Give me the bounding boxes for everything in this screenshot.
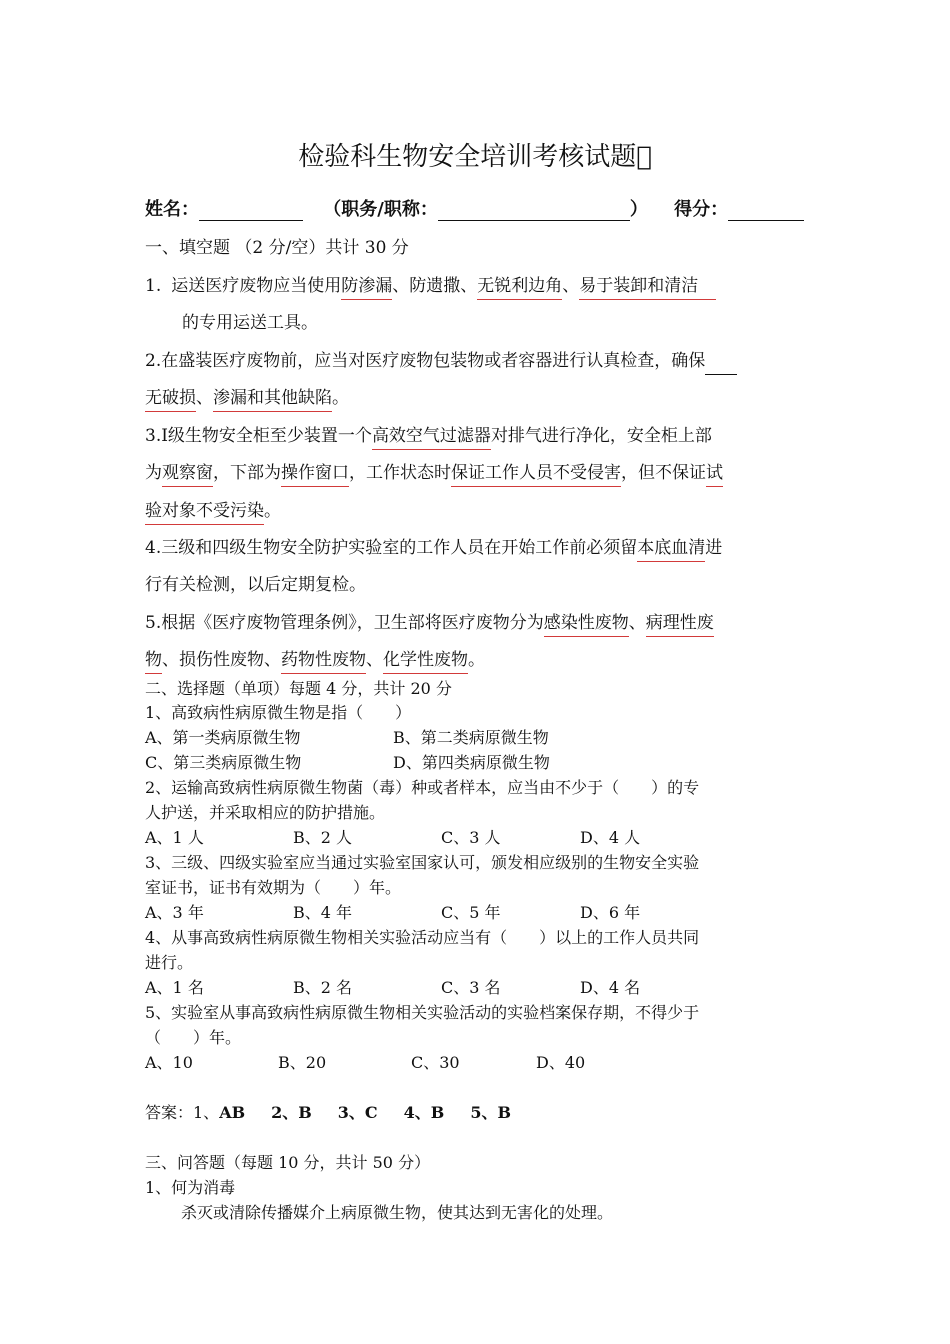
mc-q4-line2: 进行。 xyxy=(145,953,194,972)
q1-line1 xyxy=(145,271,716,300)
q5-text: 5.根据《医疗废物管理条例》，卫生部将医疗废物分为 xyxy=(145,613,544,633)
q3-line3 xyxy=(145,496,281,521)
q5-answer-2b: 物 xyxy=(145,650,162,674)
mc-q3-option-b[interactable]: B、4 年 xyxy=(293,903,353,922)
q4-answer-1: 本底血清 xyxy=(637,538,705,562)
q4-line1 xyxy=(145,533,722,558)
q3-text-5: ，工作状态时 xyxy=(349,463,451,483)
mc-q2-line1: 2、运输高致病性病原微生物菌（毒）种或者样本，应当由不少于（ ）的专 xyxy=(145,778,700,797)
q1-text-3: 、 xyxy=(562,276,580,296)
mc-q4-options xyxy=(145,975,640,998)
q1-answer-1: 防渗漏 xyxy=(341,276,392,300)
mc-q3-option-d[interactable]: D、6 年 xyxy=(580,903,641,922)
q5-line1 xyxy=(145,608,714,633)
mc-q2-option-d[interactable]: D、4 人 xyxy=(580,828,641,847)
q3-line1 xyxy=(145,421,712,446)
section3-header: 三、问答题（每题 10 分，共计 50 分） xyxy=(145,1153,431,1172)
position-blank xyxy=(438,200,630,221)
mc-q4-option-d[interactable]: D、4 名 xyxy=(580,978,641,997)
mc-q5-line1: 5、实验室从事高致病性病原微生物相关实验活动的实验档案保存期，不得少于 xyxy=(145,1003,700,1022)
mc-q5-options xyxy=(145,1050,585,1073)
q3-line2 xyxy=(145,458,723,483)
q1-answer-3: 易于装卸和清洁 xyxy=(579,276,698,300)
score-blank xyxy=(728,200,804,221)
mc-q3-option-c[interactable]: C、5 年 xyxy=(441,903,501,922)
mc-q1-line1: 1、高致病性病原微生物是指（ ） xyxy=(145,703,412,722)
q5-answer-4: 化学性废物 xyxy=(383,650,468,674)
q3-answer-5b: 验对象不受污染 xyxy=(145,501,264,525)
q3-answer-4: 保证工作人员不受侵害 xyxy=(451,463,621,487)
name-label: 姓名： xyxy=(145,199,199,220)
answer-3: 3、C xyxy=(337,1103,378,1122)
section1-header: 一、填空题 （2 分/空）共计 30 分 xyxy=(145,238,409,258)
mc-q4-option-b[interactable]: B、2 名 xyxy=(293,978,353,997)
q2-line1 xyxy=(145,346,737,375)
q1-text-2: 、防遗撒、 xyxy=(392,276,478,296)
q3-text-3: 为 xyxy=(145,463,162,483)
q1-number: 1. xyxy=(145,276,162,296)
mc-q1-option-d[interactable]: D、第四类病原微生物 xyxy=(393,753,550,772)
q4-line2: 行有关检测，以后定期复检。 xyxy=(145,575,366,595)
mc-q4-line1: 4、从事高致病性病原微生物相关实验活动应当有（ ）以上的工作人员共同 xyxy=(145,928,700,947)
mc-q1-option-a[interactable]: A、第一类病原微生物 xyxy=(145,728,301,747)
mc-q4-option-a[interactable]: A、1 名 xyxy=(145,978,204,997)
q3-text-4: ，下部为 xyxy=(213,463,281,483)
q2-answer-1: 无破损 xyxy=(145,388,196,412)
mc-q5-option-b[interactable]: B、20 xyxy=(278,1053,327,1072)
mc-q2-option-c[interactable]: C、3 人 xyxy=(441,828,501,847)
q5-end: 。 xyxy=(468,650,485,670)
q5-sep: 、 xyxy=(628,613,646,633)
mc-q2-line2: 人护送，并采取相应的防护措施。 xyxy=(145,803,386,822)
mc-q5-option-d[interactable]: D、40 xyxy=(536,1053,586,1072)
q3-answer-2: 观察窗 xyxy=(162,463,213,487)
q3-end: 。 xyxy=(264,501,281,521)
name-blank xyxy=(199,200,303,221)
q3-text-6: ，但不保证 xyxy=(621,463,706,483)
q4-text: 4.三级和四级生物安全防护实验室的工作人员在开始工作前必须留 xyxy=(145,538,638,558)
q1-line2: 的专用运送工具。 xyxy=(182,313,318,333)
section2-header: 二、选择题（单项）每题 4 分，共计 20 分 xyxy=(145,679,452,698)
mc-q4-option-c[interactable]: C、3 名 xyxy=(441,978,501,997)
mc-q1-options-row1 xyxy=(145,725,549,748)
mc-q3-option-a[interactable]: A、3 年 xyxy=(145,903,204,922)
q3-answer-5a: 试 xyxy=(706,463,723,487)
q2-end: 。 xyxy=(332,388,349,408)
qa-q1: 1、何为消毒 xyxy=(145,1178,236,1197)
q5-sep-2: 、 xyxy=(366,650,383,670)
answer-5: 5、B xyxy=(470,1103,512,1122)
q2-sep: 、 xyxy=(196,388,213,408)
q2-line2 xyxy=(145,383,349,408)
mc-q3-line2: 室证书，证书有效期为（ ）年。 xyxy=(145,878,402,897)
q5-answer-3: 药物性废物 xyxy=(281,650,366,674)
q5-text-2: 、损伤性废物、 xyxy=(162,650,281,670)
mc-q1-option-c[interactable]: C、第三类病原微生物 xyxy=(145,753,302,772)
q5-answer-1: 感染性废物 xyxy=(544,613,629,637)
q3-text-2: 对排气进行净化，安全柜上部 xyxy=(490,426,712,446)
q2-text: 2.在盛装医疗废物前，应当对医疗废物包装物或者容器进行认真检查，确保 xyxy=(145,351,706,371)
answer-label: 答案：1、 xyxy=(145,1103,220,1122)
mc-q2-option-a[interactable]: A、1 人 xyxy=(145,828,204,847)
q1-answer-2: 无锐利边角 xyxy=(477,276,562,300)
q4-text-2: 进 xyxy=(705,538,723,558)
mc-q5-line2: （ ）年。 xyxy=(145,1028,242,1047)
answer-key xyxy=(145,1100,511,1123)
answer-1: AB xyxy=(219,1103,246,1122)
position-close: ） xyxy=(629,199,648,220)
mc-q5-option-a[interactable]: A、10 xyxy=(145,1053,193,1072)
mc-q1-option-b[interactable]: B、第二类病原微生物 xyxy=(393,728,549,747)
mc-q3-line1: 3、三级、四级实验室应当通过实验室国家认可，颁发相应级别的生物安全实验 xyxy=(145,853,700,872)
q3-text: 3.Ⅰ级生物安全柜至少装置一个 xyxy=(145,426,372,446)
mc-q2-option-b[interactable]: B、2 人 xyxy=(293,828,353,847)
q3-answer-3: 操作窗口 xyxy=(281,463,349,487)
mc-q2-options xyxy=(145,825,640,848)
mc-q1-options-row2 xyxy=(145,750,550,773)
position-label: （职务/职称： xyxy=(323,199,438,220)
q1-text: 运送医疗废物应当使用 xyxy=(171,276,342,296)
page-title: 检验科生物安全培训考核试题  xyxy=(298,142,652,172)
mc-q3-options xyxy=(145,900,640,923)
mc-q5-option-c[interactable]: C、30 xyxy=(411,1053,460,1072)
score-label: 得分： xyxy=(674,199,729,220)
q2-answer-2: 渗漏和其他缺陷 xyxy=(213,388,332,412)
q5-answer-2a: 病理性废 xyxy=(646,613,714,637)
q3-answer-1: 高效空气过滤器 xyxy=(372,426,491,450)
answer-2: 2、B xyxy=(271,1103,312,1122)
student-info-line xyxy=(145,195,810,221)
q5-line2 xyxy=(145,645,485,670)
qa-a1: 杀灭或清除传播媒介上病原微生物，使其达到无害化的处理。 xyxy=(181,1203,614,1222)
answer-4: 4、B xyxy=(403,1103,445,1122)
